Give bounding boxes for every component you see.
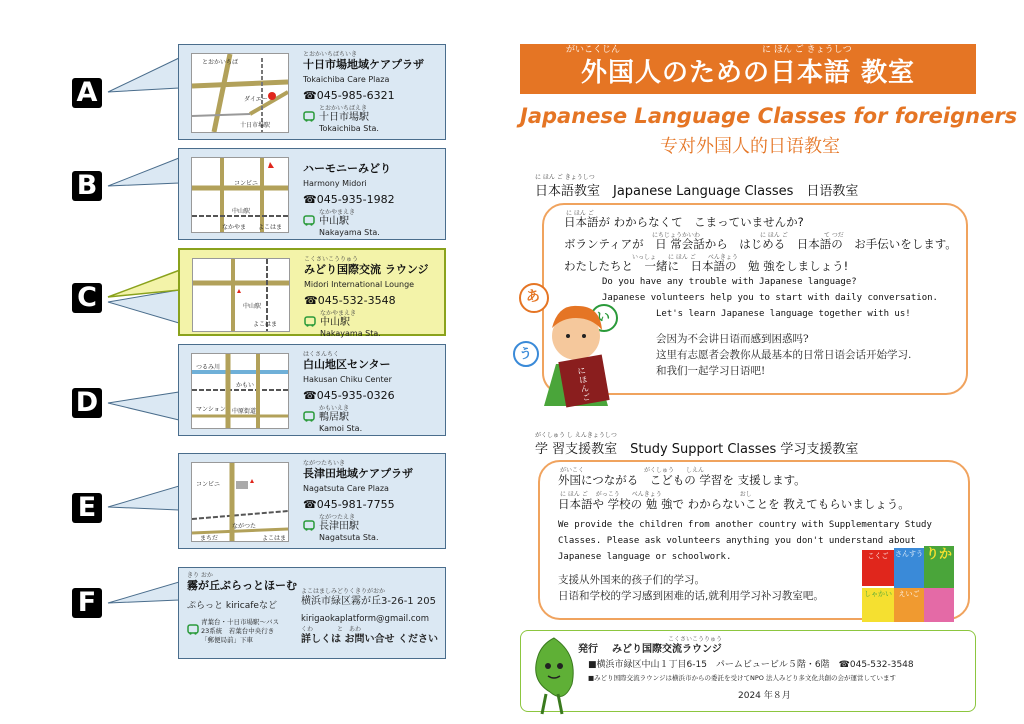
badge-e: E (72, 493, 102, 523)
name-furigana: とおかいちばちいき (303, 51, 358, 58)
bus-icon (303, 411, 315, 422)
location-card-c (178, 248, 446, 336)
map-d (191, 353, 289, 429)
en-line: Classes. Please ask volunteers anything you don't understand about (558, 536, 916, 546)
location-name: ハーモニーみどり (303, 162, 391, 175)
map-label: なかやま (222, 224, 247, 231)
contact-note: 詳しくは お問い合せ ください (301, 634, 438, 645)
station-name: 鴨居駅 (319, 412, 349, 423)
location-name: 十日市場地域ケアプラザ (303, 58, 424, 71)
bus-line: 「郵便局前」下車 (201, 636, 253, 644)
phone-number[interactable]: ☎045-981-7755 (303, 498, 395, 511)
kirigaoka-right (301, 588, 445, 646)
zh-line: 会因为不会讲日语而感到困惑吗? (656, 333, 809, 345)
station-furigana: なかやまえき (319, 209, 356, 216)
map-a (191, 53, 289, 133)
location-subname: ぷらっと kiricafeなど (187, 601, 277, 611)
location-name: 長津田地域ケアプラザ (303, 467, 413, 480)
email-link[interactable]: kirigaokaplatform@gmail.com (301, 614, 430, 624)
bus-icon (303, 520, 315, 531)
zh-line: 这里有志愿者会教你从最基本的日常日语会话开始学习. (656, 349, 912, 361)
map-b (191, 157, 289, 233)
map-label: ながつた (232, 523, 257, 530)
name-furigana (303, 155, 443, 162)
book-title: にほんご (576, 365, 592, 403)
location-info-d (303, 351, 443, 434)
map-label: よこはま (253, 321, 278, 328)
map-label: とおかいちば (202, 59, 239, 66)
station (303, 514, 443, 543)
book-kokugo: こくご (862, 550, 894, 586)
location-card-d (178, 344, 446, 436)
badge-f: F (72, 588, 102, 618)
title-furigana: に ほん ご きょうしつ (762, 45, 852, 55)
zh-line: 日语和学校的学习感到困难的话,就利用学习补习教室吧。 (558, 590, 824, 602)
book-rika: りか (924, 546, 954, 588)
phone-number[interactable]: ☎045-532-3548 (304, 294, 396, 307)
location-card-a (178, 44, 446, 140)
badge-c: C (72, 283, 102, 313)
location-card-e (178, 453, 446, 549)
station (303, 405, 443, 434)
name-furigana: きり おか (187, 572, 213, 579)
jp-line: 日本語が わからなくて こまっていませんか? (564, 215, 804, 229)
station-name-en: Nakayama Sta. (320, 329, 381, 338)
location-name-en: Hakusan Chiku Center (303, 375, 392, 384)
furigana: に ほん ご (566, 210, 594, 217)
jp-line: ボランティアが 日 常会話から はじめる 日本語の お手伝いをします。 (564, 237, 957, 251)
name-furigana: はくさんちく (303, 351, 340, 358)
section-heading-study-support: 学 習支援教室 Study Support Classes 学习支援教室 (535, 442, 859, 457)
map-label: 中山駅 (232, 208, 251, 215)
bus-directions (201, 618, 279, 645)
bus-icon (304, 316, 316, 327)
book-sansu: さんすう (894, 548, 924, 588)
station-furigana: とおかいちばえき (319, 105, 368, 112)
map-label: コンビニ (196, 481, 221, 488)
furigana: にちじょうかいわ に ほん ご て つだ (652, 232, 844, 239)
location-info-c (304, 256, 444, 339)
bus-line: 青葉台・十日市場駅～バス (201, 618, 279, 626)
en-line: We provide the children from another country with Supplementary Study (558, 520, 932, 530)
station (303, 209, 443, 238)
map-label: マンション (196, 406, 226, 413)
station-name-en: Tokaichiba Sta. (319, 124, 379, 133)
section-furigana: がくしゅう し えんきょうしつ (535, 432, 617, 439)
station-name: 長津田駅 (319, 521, 359, 532)
bubble-u: う (519, 347, 533, 362)
station (304, 310, 444, 339)
address: 横浜市緑区霧が丘3-26-1 205 (301, 596, 436, 607)
en-line: Do you have any trouble with Japanese language? (602, 277, 857, 287)
footer-furigana: こくさいこうりゅう (668, 636, 723, 643)
jp-line: わたしたちと 一緒に 日本語の 勉 強をしましょう! (564, 259, 849, 273)
location-name: 白山地区センター (303, 358, 391, 371)
map-label: コンビニ (234, 180, 259, 187)
footer-date: 2024 年８月 (738, 691, 791, 701)
book-shakai: しゃかい (862, 588, 894, 622)
page-title-zh: 专对外国人的日语教室 (660, 136, 840, 157)
map-e (191, 462, 289, 542)
footer-note: ■みどり国際交流ラウンジは横浜市からの委託を受けてNPO 法人みどり多文化共創の会が運営しています (588, 674, 896, 682)
bus-icon (187, 624, 199, 635)
contact-furigana: くわ と あわ (301, 626, 362, 633)
badge-a: A (72, 78, 102, 108)
furigana: がいこく がくしゅう しえん (560, 467, 705, 474)
map-c (192, 258, 290, 332)
location-name-en: Nagatsuta Care Plaza (303, 484, 389, 493)
station-name: 十日市場駅 (319, 112, 369, 123)
map-label: 十日市場駅 (240, 122, 271, 129)
name-furigana: ながつたちいき (303, 460, 346, 467)
furigana: に ほん ご がっこう べんきょう おし (560, 491, 752, 498)
en-line: Let's learn Japanese language together with us! (656, 309, 911, 319)
page-title: 外国人のための日本語 教室 (580, 58, 916, 88)
station-name-en: Nakayama Sta. (319, 228, 380, 237)
badge-d: D (72, 388, 102, 418)
book-eigo: えいご (894, 588, 924, 622)
jp-line: 日本語や 学校の 勉 強で わからないことを 教えてもらいましょう。 (558, 497, 910, 511)
section-furigana: に ほん ご きょうしつ (535, 174, 595, 181)
zh-line: 支援从外国来的孩子们的学习。 (558, 574, 705, 586)
bubble-a: あ (526, 289, 540, 305)
phone-number[interactable]: ☎045-935-1982 (303, 193, 395, 206)
station-name-en: Nagatsuta Sta. (319, 533, 379, 542)
jp-line: 外国につながる こどもの 学習を 支援します。 (558, 473, 806, 487)
map-label: かもい (236, 382, 255, 389)
phone-number[interactable]: ☎045-935-0326 (303, 389, 395, 402)
map-label: よこはま (262, 535, 287, 542)
name-furigana: こくさいこうりゅう (304, 256, 359, 263)
bus-icon (303, 111, 315, 122)
station-name: 中山駅 (319, 216, 349, 227)
location-name: みどり国際交流 ラウンジ (304, 263, 429, 276)
map-label: 中原街道 (232, 408, 257, 415)
station-name: 中山駅 (320, 317, 350, 328)
en-line: Japanese volunteers help you to start with daily conversation. (602, 293, 938, 303)
map-label: ダイエー (244, 96, 268, 103)
title-furigana: がいこくじん (566, 45, 621, 55)
en-line: Japanese language or schoolwork. (558, 552, 732, 562)
footer-label: 発行 (578, 644, 598, 655)
bus-line: 23系統 若葉台中央行き (201, 627, 275, 635)
book-pink (924, 588, 954, 622)
page-title-en: Japanese Language Classes for foreigners (520, 104, 1018, 128)
section-heading-language: 日本語教室 Japanese Language Classes 日语教室 (535, 184, 859, 199)
footer-address: ■横浜市緑区中山１丁目6-15 パームビュービル５階・6階 ☎045-532-3548 (588, 660, 914, 670)
location-name-en: Tokaichiba Care Plaza (303, 75, 390, 84)
station (303, 105, 443, 134)
location-info-a (303, 51, 443, 134)
footer-org: みどり国際交流ラウンジ (612, 644, 722, 655)
map-label: よこはま (258, 224, 283, 231)
location-name: 霧が丘ぷらっとほーむ (187, 579, 297, 592)
map-label: つるみ川 (196, 364, 221, 371)
station-name-en: Kamoi Sta. (319, 424, 363, 433)
bubble-i: い (597, 310, 611, 325)
map-label: 中山駅 (243, 303, 262, 310)
location-info-b (303, 155, 443, 238)
badge-b: B (72, 171, 102, 201)
kirigaoka-left (187, 572, 307, 644)
map-label: まちだ (200, 535, 219, 542)
station-furigana: なかやまえき (320, 310, 357, 317)
phone-number[interactable]: ☎045-985-6321 (303, 89, 395, 102)
location-name-en: Midori International Lounge (304, 280, 415, 289)
furigana: いっしょ に ほん ご べんきょう (632, 254, 738, 261)
station-furigana: ながつたえき (319, 514, 356, 521)
zh-line: 和我们一起学习日语吧! (656, 365, 766, 377)
location-name-en: Harmony Midori (303, 179, 367, 188)
location-info-e (303, 460, 443, 543)
address-furigana: よこはましみどりくきりがおか (301, 588, 386, 595)
station-furigana: かもいえき (319, 405, 350, 412)
location-card-f (178, 567, 446, 659)
bus-icon (303, 215, 315, 226)
location-card-b (178, 148, 446, 240)
